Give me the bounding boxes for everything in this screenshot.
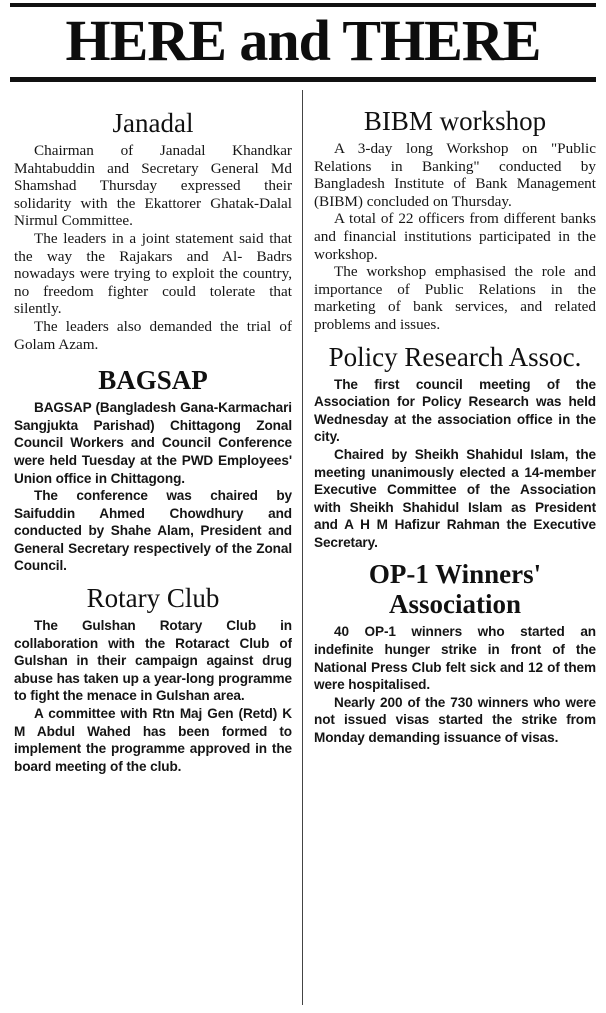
article-bagsap — [14, 365, 292, 575]
article-title-bibm-workshop: BIBM workshop — [363, 106, 547, 136]
article-paragraph: BAGSAP (Bangladesh Gana-Karmachari Sangjukta Parishad) Chittagong Zonal Council Workers and Council Conference were held Tuesday at the PWD Employees' Union office in Chittagong. — [14, 400, 292, 486]
article-title-janadal: Janadal — [112, 108, 194, 138]
top-rule — [10, 3, 596, 7]
right-column — [314, 92, 596, 1013]
article-op1-winners — [314, 559, 596, 746]
column-divider — [302, 90, 303, 1005]
article-paragraph: Chaired by Sheikh Shahidul Islam, the meeting unanimously elected a 14-member Executive Committee of the Association with Sheikh Shahidul Islam as President and A H M Hafizur Rahman the Executive Secretary. — [314, 446, 596, 550]
article-paragraph: A committee with Rtn Maj Gen (Retd) K M Abdul Wahed has been formed to implement the programme approved in the board meeting of the club. — [14, 706, 292, 774]
article-paragraph: A total of 22 officers from different banks and financial institutions participated in the workshop. — [314, 210, 596, 263]
masthead-rule — [10, 77, 596, 82]
article-janadal — [14, 108, 292, 353]
article-title-policy-research: Policy Research Assoc. — [328, 341, 582, 372]
left-column — [14, 92, 292, 1013]
article-paragraph: Nearly 200 of the 730 winners who were not issued visas started the strike from Monday demanding issuance of visas. — [314, 694, 596, 746]
article-paragraph: The Gulshan Rotary Club in collaboration with the Rotaract Club of Gulshan in their campaign against drug abuse has taken up a year-long programme to fight the menace in Gulshan area. — [14, 618, 292, 704]
article-paragraph: The first council meeting of the Association for Policy Research was held Wednesday at the association office in the city. — [314, 376, 596, 445]
article-paragraph: Chairman of Janadal Khandkar Mahtabuddin and Secretary General Md Shamshad Thursday expressed their solidarity with the Ekattorer Ghatak-Dalal Nirmul Committee. — [14, 142, 292, 230]
article-rotary-club — [14, 583, 292, 775]
article-paragraph: The leaders also demanded the trial of Golam Azam. — [14, 317, 292, 353]
article-paragraph: A 3-day long Workshop on "Public Relations in Banking" conducted by Bangladesh Institute of Bank Management (BIBM) concluded on Thursday. — [314, 140, 596, 210]
article-bibm-workshop — [314, 106, 596, 334]
article-title-rotary-club: Rotary Club — [86, 583, 220, 614]
article-paragraph: 40 OP-1 winners who started an indefinite hunger strike in front of the National Press Club felt sick and 12 of them were hospitalised. — [314, 624, 596, 693]
article-title-op1-winners: OP-1 Winners' Association — [368, 559, 542, 620]
article-title-bagsap: BAGSAP — [98, 365, 208, 396]
article-paragraph: The leaders in a joint statement said that the way the Rajakars and Al- Badrs nowadays were trying to exploit the country, no freedom fighter could tolerate that silently. — [14, 229, 292, 318]
article-paragraph: The conference was chaired by Saifuddin Ahmed Chowdhury and conducted by Shahe Alam, President and General Secretary respectively of the Zonal Council. — [14, 488, 292, 574]
masthead-title: HERE and THERE — [65, 8, 541, 73]
article-policy-research — [314, 342, 596, 552]
article-paragraph: The workshop emphasised the role and importance of Public Relations in the marketing of bank services, and related problems and issues. — [314, 263, 596, 333]
